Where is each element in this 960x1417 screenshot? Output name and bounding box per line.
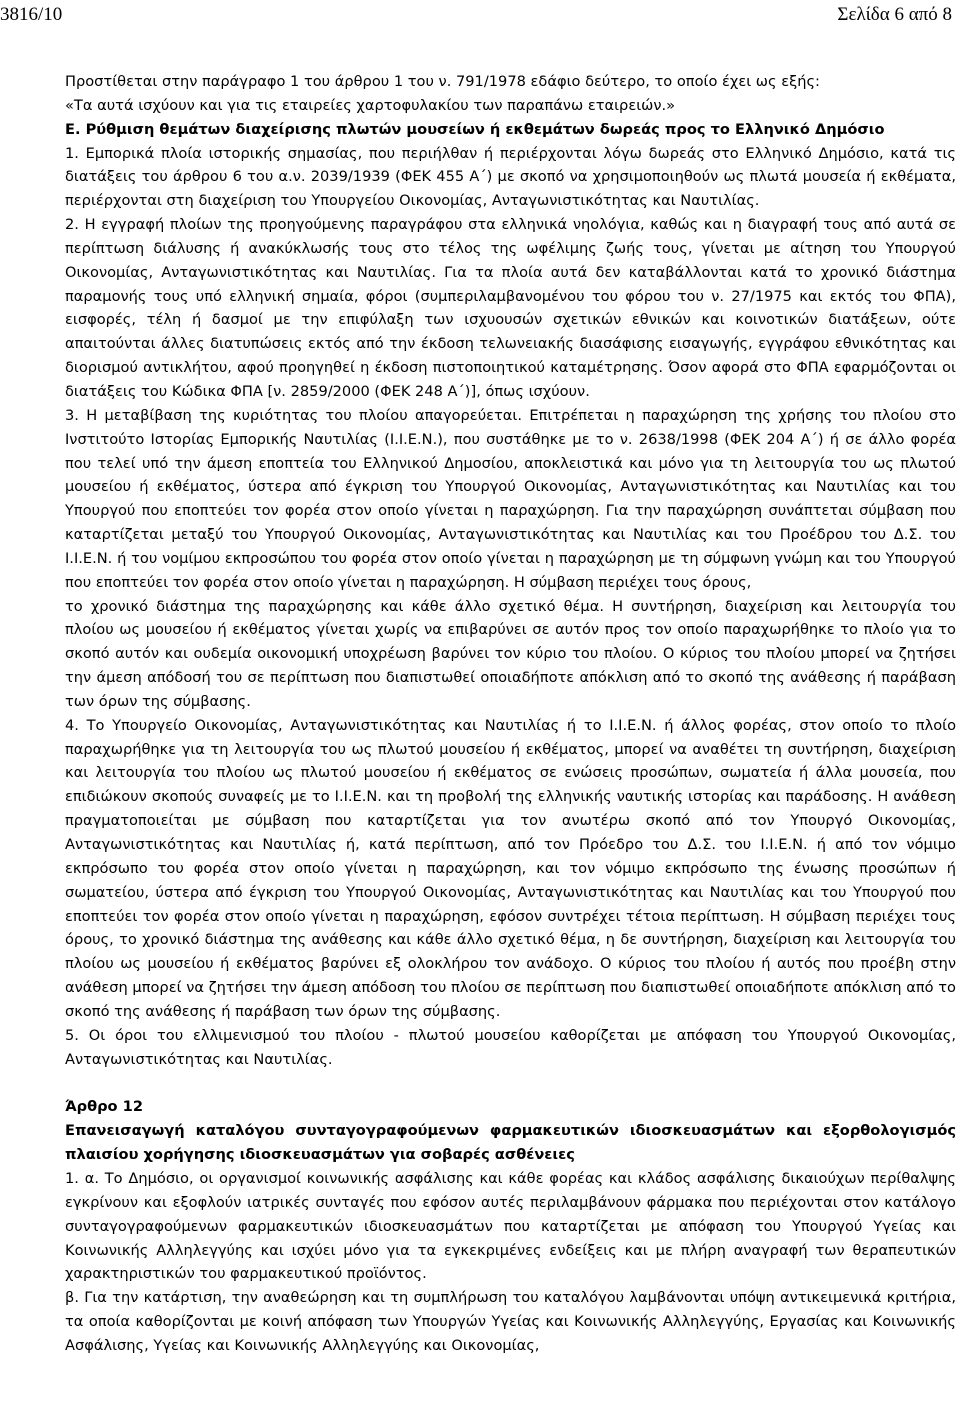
paragraph: «Τα αυτά ισχύουν και για τις εταιρείες χαρτοφυλακίου των παραπάνω εταιρειών.»	[65, 96, 676, 114]
page-header-left: 3816/10	[0, 4, 63, 25]
paragraph: β. Για την κατάρτιση, την αναθεώρηση και τη συμπλήρωση του καταλόγου λαμβάνονται υπόψη αντικειμενικά κριτήρια, τα οποία καθορίζονται με κοινή απόφαση των Υπουργών Υγείας και Κοινωνικής Αλληλεγγύης, Εργασίας και Κοινωνικής Ασφάλισης, Υγείας και Κοινωνικής Αλληλεγγύης και Οικονομίας,	[65, 1289, 956, 1354]
paragraph: 3. Η μεταβίβαση της κυριότητας του πλοίου απαγορεύεται. Επιτρέπεται η παραχώρηση της χρήσης του πλοίου στο Ινστιτούτο Ιστορίας Εμπορικής Ναυτιλίας (Ι.Ι.Ε.Ν.), που συστάθηκε με το ν. 2638/1998 (ΦΕΚ 204 Α΄) ή σε άλλο φορέα που τελεί υπό την άμεση εποπτεία του Ελληνικού Δημοσίου, αποκλειστικά και μόνο για τη λειτουργία του ως πλωτού μουσείου ή εκθέματος, ύστερα από έγκριση του Υπουργού Οικονομίας, Ανταγωνιστικότητας και Ναυτιλίας και του Υπουργού που εποπτεύει τον φορέα στον οποίο γίνεται η παραχώρηση. Για την παραχώρηση συνάπτεται σύμβαση που καταρτίζεται μεταξύ του Υπουργού Οικονομίας, Ανταγωνιστικότητας και Ναυτιλίας και του Προέδρου του Δ.Σ. του Ι.Ι.Ε.Ν. ή του νομίμου εκπροσώπου του φορέα στον οποίο γίνεται η παραχώρηση με τη σύμφωνη γνώμη και του Υπουργού που εποπτεύει τον φορέα στον οποίο γίνεται η παραχώρηση. Η σύμβαση περιέχει τους όρους,	[65, 406, 956, 591]
section-heading: Επανεισαγωγή καταλόγου συνταγογραφούμενων φαρμακευτικών ιδιοσκευασμάτων και εξορθολογισμός πλαισίου χορήγησης ιδιοσκευασμάτων για σοβαρές ασθένειες	[65, 1122, 956, 1164]
paragraph: 4. Το Υπουργείο Οικονομίας, Ανταγωνιστικότητας και Ναυτιλίας ή το Ι.Ι.Ε.Ν. ή άλλος φορέας, στον οποίο το πλοίο παραχωρήθηκε για τη λειτουργία του ως πλωτού μουσείου ή εκθέματος, μπορεί να αναθέτει τη συντήρηση, διαχείριση και λειτουργία του πλοίου ως πλωτού μουσείου ή εκθέματος σε ενώσεις προσώπων, σωματεία ή άλλα μουσεία, που επιδιώκουν σκοπούς συναφείς με το Ι.Ι.Ε.Ν. και τη προβολή της ελληνικής ναυτικής ιστορίας και παράδοσης. Η ανάθεση πραγματοποιείται με σύμβαση που καταρτίζεται για τον ανωτέρω σκοπό από τον Υπουργό Οικονομίας, Ανταγωνιστικότητας και Ναυτιλίας ή, κατά περίπτωση, από τον Πρόεδρο του Δ.Σ. του Ι.Ι.Ε.Ν. ή από τον νόμιμο εκπρόσωπο του φορέα στον οποίο γίνεται η παραχώρηση, και τον νόμιμο εκπρόσωπο της ένωσης προσώπων ή σωματείου, ύστερα από έγκριση του Υπουργού Οικονομίας, Ανταγωνιστικότητας και Ναυτιλίας και του Υπουργού που εποπτεύει τον φορέα στον οποίο γίνεται η παραχώρηση, εφόσον συντρέχει τέτοια περίπτωση. Η σύμβαση περιέχει τους όρους, το χρονικό διάστημα της ανάθεσης και κάθε άλλο σχετικό θέμα, η δε συντήρηση, διαχείριση και λειτουργία του πλοίου ως μουσείου ή εκθέματος βαρύνει εξ ολοκλήρου τον ανάδοχο. Ο κύριος του πλοίου ή αυτός που προέβη στην ανάθεση μπορεί να ζητήσει την άμεση απόδοση του πλοίου σε περίπτωση που διαπιστωθεί οποιαδήποτε απόκλιση από το σκοπό της ανάθεσης ή παράβαση των όρων της σύμβασης.	[65, 716, 956, 1020]
paragraph: το χρονικό διάστημα της παραχώρησης και κάθε άλλο σχετικό θέμα. Η συντήρηση, διαχείριση και λειτουργία του πλοίου ως μουσείου ή εκθέματος γίνεται χωρίς να επιβαρύνει σε αυτόν προς τον οποίο παραχωρήθηκε το πλοίο για το σκοπό αυτόν και ουδεμία οικονομική υποχρέωση βαρύνει τον κύριο του πλοίου. Ο κύριος του πλοίου μπορεί να ζητήσει την άμεση απόδοσή του σε περίπτωση που διαπιστωθεί οποιαδήποτε απόκλιση από το σκοπό της ανάθεσης ή παράβαση των όρων της σύμβασης.	[65, 597, 956, 710]
document-body	[65, 70, 956, 1358]
paragraph-spacer	[65, 1071, 956, 1095]
section-heading: Άρθρο 12	[65, 1098, 143, 1116]
page-header-right: Σελίδα 6 από 8	[837, 4, 952, 25]
paragraph: 5. Οι όροι του ελλιμενισμού του πλοίου - πλωτού μουσείου καθορίζεται με απόφαση του Υπουργού Οικονομίας, Ανταγωνιστικότητας και Ναυτιλίας.	[65, 1026, 956, 1068]
paragraph: Προστίθεται στην παράγραφο 1 του άρθρου 1 του ν. 791/1978 εδάφιο δεύτερο, το οποίο έχει ως εξής:	[65, 73, 820, 90]
section-heading: Ε. Ρύθμιση θεμάτων διαχείρισης πλωτών μουσείων ή εκθεμάτων δωρεάς προς το Ελληνικό Δημόσιο	[65, 120, 885, 138]
paragraph: 1. α. Το Δημόσιο, οι οργανισμοί κοινωνικής ασφάλισης και κάθε φορέας και κλάδος ασφάλισης δικαιούχων περίθαλψης εγκρίνουν και εξοφλούν ιατρικές συνταγές που εφόσον αυτές περιλαμβάνουν φάρμακα που περιέχονται στον κατάλογο συνταγογραφούμενων φαρμακευτικών ιδιοσκευασμάτων που καταρτίζεται με απόφαση του Υπουργού Υγείας και Κοινωνικής Αλληλεγγύης και ισχύει μόνο για τα εγκεκριμένες ενδείξεις και με πλήρη αναγραφή των θεραπευτικών χαρακτηριστικών του φαρμακευτικού προϊόντος.	[65, 1169, 956, 1283]
paragraph: 2. Η εγγραφή πλοίων της προηγούμενης παραγράφου στα ελληνικά νηολόγια, καθώς και η διαγραφή τους από αυτά σε περίπτωση διάλυσης ή ανακύκλωσής τους στο τέλος της ωφέλιμης ζωής τους, γίνεται με αίτηση του Υπουργού Οικονομίας, Ανταγωνιστικότητας και Ναυτιλίας. Για τα πλοία αυτά δεν καταβάλλονται κατά το χρονικό διάστημα παραμονής τους υπό ελληνική σημαία, φόροι (συμπεριλαμβανομένου του φόρου του ν. 27/1975 και εκτός του ΦΠΑ), εισφορές, τέλη ή δασμοί με την επιφύλαξη των ισχυουσών σχετικών εθνικών και κοινοτικών διατάξεων, ούτε απαιτούνται άλλες διατυπώσεις εκτός από την έκδοση τελωνειακής διασάφισης εισαγωγής, εγγράφου εθνικότητας και διορισμού αντικλήτου, αφού προηγηθεί η έκδοση πιστοποιητικού καταμέτρησης. Όσον αφορά στο ΦΠΑ εφαρμόζονται οι διατάξεις του Κώδικα ΦΠΑ [ν. 2859/2000 (ΦΕΚ 248 Α΄)], όπως ισχύουν.	[65, 216, 956, 400]
paragraph: 1. Εμπορικά πλοία ιστορικής σημασίας, που περιήλθαν ή περιέρχονται λόγω δωρεάς στο Ελληνικό Δημόσιο, κατά τις διατάξεις του άρθρου 6 του α.ν. 2039/1939 (ΦΕΚ 455 Α΄) με σκοπό να χρησιμοποιηθούν ως πλωτά μουσεία ή εκθέματα, περιέρχονται στη διαχείριση του Υπουργείου Οικονομίας, Ανταγωνιστικότητας και Ναυτιλίας.	[65, 144, 956, 210]
